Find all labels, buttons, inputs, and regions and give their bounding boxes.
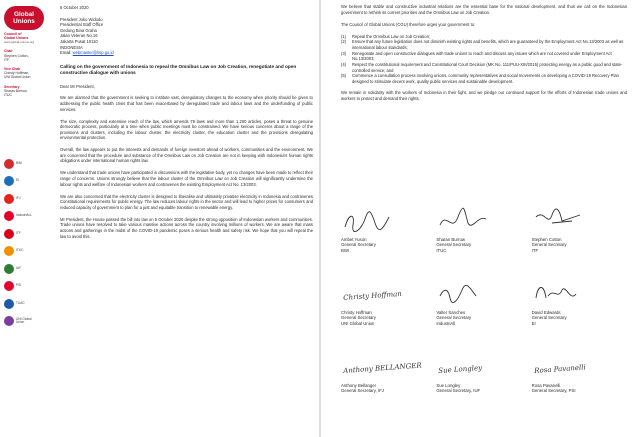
signatory-name: Anthony Bellanger: [341, 383, 377, 388]
signatory-title: General Secretary: [436, 315, 472, 321]
address-line: Presidential Staff Office: [60, 22, 104, 28]
federation-logo-icon: [4, 246, 14, 256]
handwritten-signature-icon: [532, 353, 592, 379]
council-name: [4, 32, 44, 40]
demand-number: (1): [341, 33, 347, 39]
signatory-block: [436, 207, 531, 273]
member-federation: [4, 225, 40, 243]
federation-abbr: ITF: [16, 230, 21, 235]
signatures-grid: [341, 207, 627, 419]
federation-abbr: EI: [16, 178, 20, 183]
federation-logo-icon: [4, 281, 14, 291]
council-name-line: Council of: [4, 32, 22, 36]
role-line: Sharan Burrow,: [4, 88, 28, 93]
signatory-block: [341, 280, 436, 346]
recipient-address: [60, 17, 313, 56]
letter-page-2: [321, 0, 640, 437]
signatory-org: EI: [531, 320, 536, 326]
body-paragraph: Overall, the law appears to put the interests and demands of foreign investors ahead of workers, communities and the environment. We are concerned that the procedure and substance of the Omnibus Law on Job Creation are not in keeping with Indonesia's human rights obligations under international human rights law.: [60, 147, 313, 164]
federation-logo-icon: [4, 176, 14, 186]
email-line: [60, 50, 313, 56]
global-unions-logo: [4, 6, 44, 30]
member-federation: [4, 208, 40, 226]
role-line: ITUC: [4, 93, 12, 98]
salutation: Dear Mr President,: [60, 83, 95, 89]
address-line: Gedung Bina Graha: [60, 27, 97, 33]
federation-logo-icon: [4, 264, 14, 274]
demand-number: (5): [341, 73, 347, 79]
role-line: Stephen Cotton,: [4, 53, 29, 58]
svg-text:Christy Hoffman: Christy Hoffman: [342, 289, 403, 302]
svg-text:Anthony BELLANGER: Anthony BELLANGER: [342, 361, 422, 375]
signatory-block: [436, 353, 531, 419]
address-line: Jakarta Pusat 10110: [60, 38, 98, 44]
federation-abbr: IndustriALL: [16, 213, 33, 218]
demand-number: (4): [341, 62, 347, 68]
council-name-line: Global Unions: [4, 36, 29, 41]
body-paragraph: We are also concerned that the electricity cluster is designed to liberalise and ultimately privatise electricity in Indonesia and contravenes Constitutional requirements for public energy. The law reduces labour rights in the sector and will lead to higher prices for consumers and reduced capacity of government to plan for a just and equitable transition to renewable energy.: [60, 193, 313, 210]
signatory-title: General Secretary: [436, 242, 472, 248]
federation-logo-icon: [4, 211, 14, 221]
signatory-name: Ambet Yuson: [341, 237, 367, 242]
demand-item: [341, 51, 627, 62]
signatory-title: General Secretary, IUF: [436, 388, 481, 394]
demand-text: Ensure that any future legislation does not diminish existing rights and benefits, which are guaranteed by the Employment Act No.13/2003 as well as international labour standards;: [352, 39, 624, 50]
member-federation: [4, 313, 40, 331]
signatory-title: General Secretary, PSI: [531, 388, 576, 394]
signatory-title: General Secretary: [531, 242, 567, 248]
member-federation: [4, 190, 40, 208]
demand-number: (2): [341, 39, 347, 45]
closing-paragraph: We remain in solidarity with the workers of Indonesia in their fight, and we pledge our continued support for the efforts of Indonesian trade unions and workers to protect and demand their rights.: [341, 90, 627, 101]
signatory-org: ITUC: [436, 247, 447, 253]
signatory-title: General Secretary: [531, 315, 567, 321]
intro-paragraph: We believe that stable and constructive industrial relations are the essential base for the national development, and thus we call on the Indonesian government to rethink its current priorities and the Omnibus Law on Job Creation.: [341, 4, 627, 15]
address-line: Jalan Veteran No.16: [60, 33, 98, 39]
letterhead-sidebar: [4, 6, 44, 97]
role-chair: [4, 49, 44, 62]
handwritten-signature-icon: [341, 207, 401, 233]
signatory-title: General Secretary: [341, 242, 376, 248]
federation-abbr: ITUC: [16, 248, 24, 253]
role-line: ITF: [4, 57, 10, 62]
body-paragraph: The size, complexity and extensive reach of the law, which amends 79 laws and more than 1,200 articles, poses a threat to genuine democratic process, particularly at a time when public meetings must be constrained. We have serious concerns about a range of the provisions and clusters, including the labour cluster, the electricity cluster, the education cluster and the provisions deregulating environmental protection.: [60, 118, 313, 141]
demand-number: (3): [341, 50, 347, 56]
signatory-name: Christy Hoffman: [341, 310, 372, 315]
address-line: INDONESIA: [60, 44, 83, 50]
letter-page-1: [0, 0, 319, 437]
handwritten-signature-icon: [436, 353, 496, 379]
demand-text: Commence a consultation process involving unions, community representatives and social movements on developing a COVID-19 Recovery Plan designed to stimulate decent work, quality public services and sustainable development.: [352, 73, 619, 84]
demand-text: Repeal the Omnibus Law on Job Creation;: [352, 33, 431, 39]
role-title: Vice Chair: [4, 67, 21, 72]
letter-body-continued: [341, 4, 627, 108]
svg-text:Sue Longley: Sue Longley: [438, 363, 483, 375]
signatory-org: IndustriAll: [436, 320, 456, 326]
member-federation: [4, 295, 40, 313]
signatory-name: Sue Longley: [436, 383, 461, 388]
signatory-name: Valter Sanches: [436, 310, 466, 315]
logo-line-2: Unions: [13, 18, 35, 25]
letter-body: [60, 5, 313, 246]
federation-abbr: IUF: [16, 265, 22, 270]
member-federation: [4, 155, 40, 173]
demands-list: [341, 34, 627, 85]
federation-abbr: UNI Global Union: [16, 316, 32, 325]
demand-item: [341, 62, 627, 73]
logo-line-1: Global: [14, 11, 34, 18]
handwritten-signature-icon: [436, 280, 496, 306]
federation-abbr: PSI: [16, 283, 22, 288]
member-federation: [4, 243, 40, 261]
signatory-block: [341, 207, 436, 273]
address-line: President Joko Widodo: [60, 16, 103, 22]
role-line: Christy Hoffman,: [4, 71, 30, 76]
website-text: www.global-unions.org: [4, 40, 35, 45]
role-secretary: [4, 85, 44, 98]
signatory-org: BWI: [341, 247, 350, 253]
signatory-block: [532, 207, 627, 273]
member-federation: [4, 260, 40, 278]
body-paragraph: We are alarmed that the government is seeking to institute vast, deregulatory changes to the economy when priority should be given to addressing the public health crisis that has been exacerbated by deregulated trade and labour laws and the underfunding of public services.: [60, 95, 313, 112]
demand-text: Respect the constitutional requirement and Constitutional Court Decision (MK No. 111/PUU-XIII/2015) protecting energy as a public good and state-controlled service; and: [352, 62, 623, 73]
body-paragraph: We understand that trade unions have participated in discussions with the legislative body, yet no changes have been made to reflect their range of concerns. Unions strongly believe that the labour cluster of the Omnibus Law on Job Creation will significantly undermine the labour rights and welfare of Indonesian workers and contravenes the existing Employment Act No. 13/2003.: [60, 170, 313, 187]
role-title: Chair: [4, 49, 13, 54]
letter-date: 6 October 2020: [60, 5, 89, 10]
email-link[interactable]: webmaster@ksp.go.id: [72, 50, 114, 56]
signatory-title: General Secretary: [341, 315, 376, 321]
federation-abbr: IFJ: [16, 195, 21, 200]
demand-item: [341, 73, 627, 84]
federation-logo-icon: [4, 229, 14, 239]
signatory-name: Rosa Pavanelli: [531, 383, 561, 388]
handwritten-signature-icon: [436, 207, 496, 233]
federation-logo-icon: [4, 159, 14, 169]
role-vice-chair: [4, 67, 44, 80]
signatory-block: [532, 353, 627, 419]
urge-paragraph: The Council of Global Unions (CGU) therefore urges your government to:: [341, 21, 476, 27]
signatory-block: [532, 280, 627, 346]
demand-item: [341, 39, 627, 50]
demand-item: [341, 34, 627, 39]
email-label: Email:: [60, 50, 73, 56]
signatory-title: General Secretary, IFJ: [341, 388, 384, 394]
svg-text:Rosa Pavanelli: Rosa Pavanelli: [533, 363, 586, 375]
letter-subject: Calling on the government of Indonesia to repeal the Omnibus Law on Job Creation, renegotiate and open constructive dialogue with unions: [60, 63, 297, 75]
signatory-name: Sharan Burrow: [436, 237, 465, 242]
signatory-name: David Edwards: [531, 310, 561, 315]
demand-text: Renegotiate and open constructive dialogues with trade unions to reach and discuss any issues which are not covered under Employment Act No.13/2003;: [352, 50, 612, 62]
role-line: UNI Global Union: [4, 75, 31, 80]
member-federation: [4, 173, 40, 191]
role-title: Secretary: [4, 84, 20, 89]
federation-logo-icon: [4, 194, 14, 204]
federation-abbr: BWI: [16, 160, 23, 165]
member-federations-list: [4, 155, 40, 330]
signatory-org: UNI Global Union: [341, 320, 375, 326]
handwritten-signature-icon: [532, 207, 592, 233]
handwritten-signature-icon: [341, 280, 401, 306]
signatory-org: ITF: [531, 247, 539, 253]
federation-abbr: TUAC: [16, 300, 25, 305]
signatory-name: Stephen Cotton: [531, 237, 562, 242]
handwritten-signature-icon: [532, 280, 592, 306]
body-paragraph: Mr President, the House passed the bill into law on 5 October 2020 despite the strong opposition of Indonesian workers and communities. Trade unions have resolved to take various massive actions across the country involving millions of workers. We are aware that mass actions and gatherings in the midst of the COVID-19 pandemic poses a serious health and safety risk. We hope that you will repeal the law to avoid this.: [60, 216, 313, 239]
signatory-block: [341, 353, 436, 419]
member-federation: [4, 278, 40, 296]
handwritten-signature-icon: [341, 353, 422, 379]
signatory-block: [436, 280, 531, 346]
federation-logo-icon: [4, 299, 14, 309]
federation-logo-icon: [4, 316, 14, 326]
